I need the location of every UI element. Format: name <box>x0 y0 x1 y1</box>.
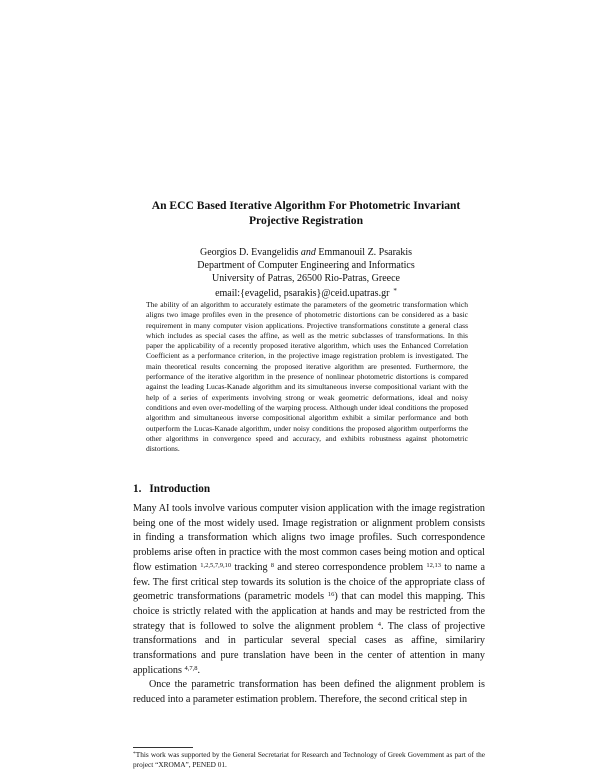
paragraph-text: . The class of projective transformations and in particular several special cases as affine, similariry transformations and pure translation have been in the center of attention in many applications <box>133 620 486 676</box>
citation: 4,7,8 <box>184 664 198 672</box>
title-line-1: An ECC Based Iterative Algorithm For Photometric Invariant <box>151 199 461 212</box>
citation: 16 <box>327 591 335 599</box>
citation: 12,13 <box>426 561 441 569</box>
citation: 1,2,5,7,9,10 <box>200 561 232 569</box>
footnote-marker: * <box>393 287 397 295</box>
author-department: Department of Computer Engineering and Informatics <box>197 260 415 271</box>
author-university: University of Patras, 26500 Rio-Patras, Greece <box>211 273 400 284</box>
paragraph-text: and stereo correspondence problem <box>274 561 427 573</box>
section-heading <box>133 483 210 495</box>
author-1: Georgios D. Evangelidis <box>199 247 299 258</box>
section-title: Introduction <box>149 483 211 495</box>
footnote <box>133 750 485 770</box>
footnote-marker: * <box>133 751 136 757</box>
paragraph-text: tracking <box>231 561 271 573</box>
section-number: 1. <box>133 483 142 495</box>
author-email-line <box>150 285 462 300</box>
author-conjunction: and <box>300 247 316 258</box>
citation: 4 <box>377 620 382 628</box>
paragraph-2: Once the parametric transformation has been defined the alignment problem is reduced into a parameter estimation problem. Therefore, the second critical step in <box>133 679 485 706</box>
paper-title <box>120 198 492 228</box>
author-names <box>150 246 462 259</box>
footnote-divider <box>133 747 193 748</box>
abstract: The ability of an algorithm to accurately estimate the parameters of the geometric transformation which aligns two image profiles even in the presence of photometric distortions can be considered as a basic requirement in many computer vision applications. Projective transformations constitute a general class which includes as special cases the affine, as well as the metric subclasses of transformations. In this paper the applicability of a recently proposed iterative algorithm, which uses the Enhanced Correlation Coefficient as a performance criterion, in the projective image registration problem is investigated. The main theoretical results concerning the proposed iterative algorithm are presented. Furthermore, the performance of the iterative algorithm in the presence of nonlinear photometric distortions is compared against the leading Lucas-Kanade algorithm and its simultaneous inverse compositional variant with the help of a series of experiments involving strong or weak geometric deformations, ideal and noisy conditions and even over-modelling of the warping process. Although under ideal conditions the proposed algorithm and simultaneous inverse compositional algorithm exhibit a similar performance and both outperform the Lucas-Kanade algorithm, under noisy conditions the proposed algorithm outperforms the other algorithms in convergence speed and accuracy, and exhibits robustness against photometric distortions. <box>146 300 468 454</box>
paragraph-text: ) that can model this mapping. This choice is strictly related with the application at hands and may be restricted from the strategy that is followed to solve the alignment problem <box>133 591 485 632</box>
citation: 8 <box>270 561 275 569</box>
footnote-text: This work was supported by the General Secretariat for Research and Technology of Greek Government as part of the project “XROMA”, PENED 01. <box>133 750 485 769</box>
author-email: email:{evagelid, psarakis}@ceid.upatras.gr <box>215 288 390 299</box>
paragraph-text: Many AI tools involve various computer vision application with the image registration being one of the most widely used. Image registration or alignment problem consists in finding a transformation which aligns two image profiles. Such correspondence problems arise often in practice with the most common cases being motion and optical flow estimation <box>133 503 485 573</box>
paragraph-1 <box>133 502 485 678</box>
title-line-2: Projective Registration <box>248 214 364 227</box>
paragraph-text: . <box>197 664 200 676</box>
author-2: Emmanouil Z. Psarakis <box>318 247 413 258</box>
paragraph-text: to name a few. The first critical step towards its solution is the choice of the appropriate class of geometric transformations (parametric models <box>133 561 485 603</box>
body-text <box>133 502 485 708</box>
author-block <box>150 246 462 300</box>
